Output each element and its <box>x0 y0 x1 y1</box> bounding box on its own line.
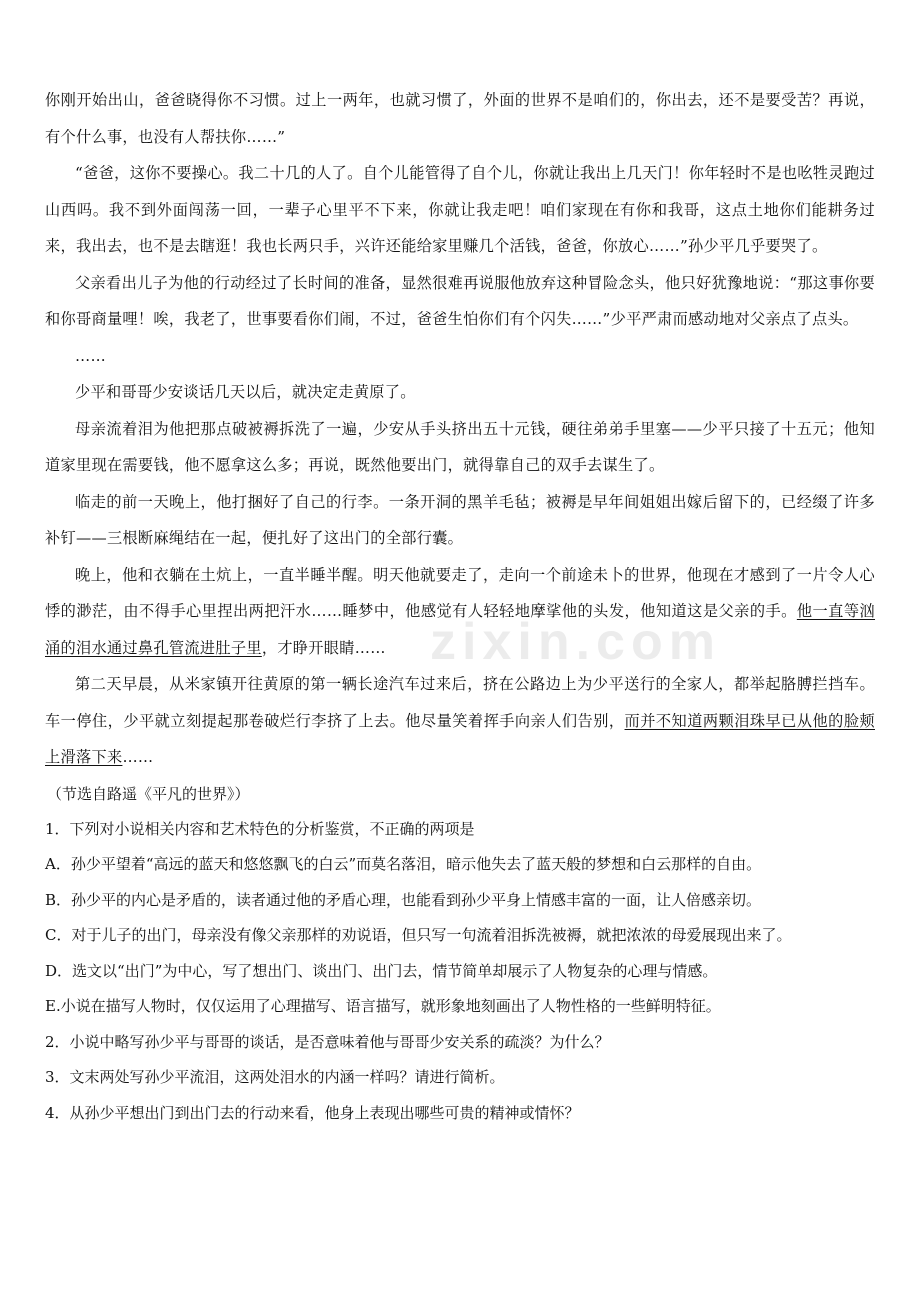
paragraph-9-tail: …… <box>122 748 154 766</box>
paragraph-6: 母亲流着泪为他把那点破被褥拆洗了一遍，少安从手头挤出五十元钱，硬往弟弟手里塞——少平只接了十五元；他知道家里现在需要钱，他不愿拿这么多；再说，既然他要出门，就得靠自己的双手去谋生了。 <box>45 419 875 474</box>
paragraph-8-text: 晚上，他和衣躺在土炕上，一直半睡半醒。明天他就要走了，走向一个前途未卜的世界，他现在才感到了一片令人心悸的渺茫，由不得手心里捏出两把汗水……睡梦中，他感觉有人轻轻地摩挲他的头发，他知道这是父亲的手。 <box>45 565 875 620</box>
option-b: B．孙少平的内心是矛盾的，读者通过他的矛盾心理，也能看到孙少平身上情感丰富的一面，让人倍感亲切。 <box>45 890 762 909</box>
paragraph-8-tail: ，才睁开眼睛…… <box>261 638 386 657</box>
underlined-sentence-1: 他一直等汹涌的泪水通过鼻孔管流进肚子里 <box>45 602 876 657</box>
document-page <box>45 82 875 1131</box>
paragraph-2: “爸爸，这你不要操心。我二十几的人了。自个儿能管得了自个儿，你就让我出上几天门！你年轻时不是也吆牲灵跑过山西吗。我不到外面闯荡一回，一辈子心里平不下来，你就让我走吧！咱们家现在有你和我哥，这点土地你们能耕务过来，我出去，也不是去瞎逛！我也长两只手，兴许还能给家里赚几个活钱，爸爸，你放心……”孙少平几乎要哭了。 <box>45 164 875 255</box>
watermark: zixin.com <box>430 613 721 671</box>
ellipsis-line: …… <box>75 346 106 365</box>
paragraph-9 <box>45 666 875 776</box>
paragraph-5: 少平和哥哥少安谈话几天以后，就决定走黄原了。 <box>75 383 416 401</box>
option-d: D．选文以“出门”为中心，写了想出门、谈出门、出门去，情节简单却展示了人物复杂的心理与情感。 <box>45 961 718 980</box>
underlined-sentence-2: 而并不知道两颗泪珠早已从他的脸颊上滑落下来 <box>45 711 875 766</box>
question-3: 3．文末两处写孙少平流泪，这两处泪水的内涵一样吗？请进行简析。 <box>45 1068 505 1086</box>
option-a: A．孙少平望着“高远的蓝天和悠悠飘飞的白云”而莫名落泪，暗示他失去了蓝天般的梦想和白云那样的自由。 <box>45 855 762 873</box>
paragraph-7: 临走的前一天晚上，他打捆好了自己的行李。一条开洞的黑羊毛毡；被褥是早年间姐姐出嫁后留下的，已经缀了许多补钉——三根断麻绳结在一起，便扎好了这出门的全部行囊。 <box>45 492 875 547</box>
option-c: C．对于儿子的出门，母亲没有像父亲那样的劝说语，但只写一句流着泪拆洗被褥，就把浓浓的母爱展现出来了。 <box>45 926 792 944</box>
option-e: E.小说在描写人物时，仅仅运用了心理描写、语言描写，就形象地刻画出了人物性格的一些鲜明特征。 <box>45 997 721 1015</box>
source-citation: （节选自路遥《平凡的世界》） <box>47 784 250 803</box>
question-2: 2．小说中略写孙少平与哥哥的谈话，是否意味着他与哥哥少安关系的疏淡？为什么？ <box>45 1032 610 1051</box>
paragraph-3: 父亲看出儿子为他的行动经过了长时间的准备，显然很难再说服他放弃这种冒险念头，他只好犹豫地说：“那这事你要和你哥商量哩！唉，我老了，世事要看你们闹，不过，爸爸生怕你们有个闪失……”少平严肃而感动地对父亲点了点头。 <box>45 273 875 328</box>
paragraph-1: 你刚开始出山，爸爸晓得你不习惯。过上一两年，也就习惯了，外面的世界不是咱们的，你出去，还不是要受苦？再说，有个什么事，也没有人帮扶你……” <box>45 91 875 146</box>
paragraph-8 <box>45 557 875 667</box>
question-1: 1．下列对小说相关内容和艺术特色的分析鉴赏，不正确的两项是 <box>45 819 475 838</box>
question-4: 4．从孙少平想出门到出门去的行动来看，他身上表现出哪些可贵的精神或情怀？ <box>45 1103 580 1122</box>
paragraph-9-text: 第二天早晨，从米家镇开往黄原的第一辆长途汽车过来后，挤在公路边上为少平送行的全家人，都举起胳膊拦挡车。车一停住，少平就立刻提起那卷破烂行李挤了上去。他尽量笑着挥手向亲人们告别， <box>45 675 875 730</box>
